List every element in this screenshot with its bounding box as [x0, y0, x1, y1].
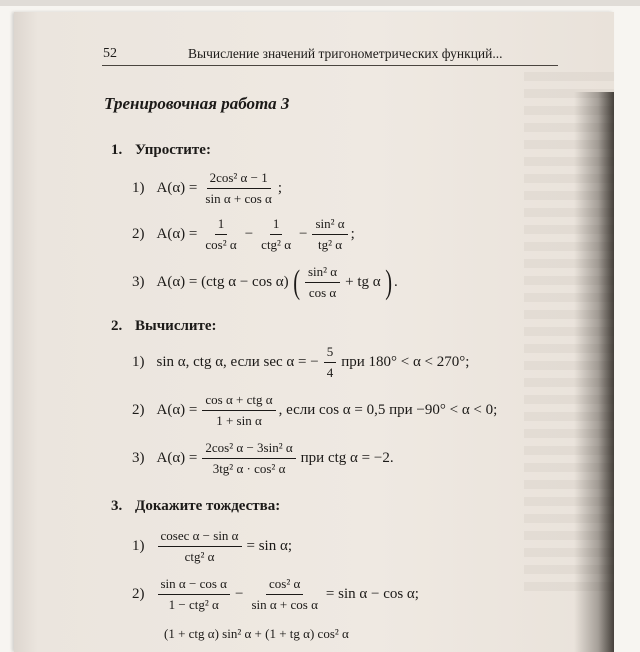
- item-label: 2): [132, 586, 145, 602]
- exercise-1-2: [132, 216, 355, 253]
- exercise-1-1: [132, 170, 282, 207]
- formula-tail: при ctg α = −2.: [300, 450, 394, 466]
- page-title: Тренировочная работа 3: [104, 94, 290, 113]
- denominator: 4: [326, 365, 334, 380]
- denominator: tg² α: [318, 237, 343, 252]
- item-label: 2): [132, 402, 145, 418]
- denominator: cos α: [308, 285, 337, 300]
- section-number: 2.: [111, 318, 123, 334]
- section-number: 1.: [111, 142, 123, 158]
- section-1-heading: [111, 142, 211, 159]
- formula-tail: , если cos α = 0,5 при −90° < α < 0;: [278, 402, 498, 418]
- denominator: 1 + sin α: [216, 413, 262, 428]
- big-paren-open: (: [292, 263, 300, 301]
- fraction: [202, 440, 295, 477]
- formula-partial: (1 + ctg α) sin² α + (1 + tg α) cos² α: [164, 626, 349, 641]
- formula-tail: ;: [350, 226, 355, 242]
- denominator: 1 − ctg² α: [168, 597, 219, 612]
- section-title: Вычислите:: [135, 318, 217, 334]
- operator: −: [299, 226, 308, 242]
- formula-lhs: A(α) =: [156, 226, 198, 242]
- header-rule: [102, 65, 558, 66]
- fraction: [305, 264, 340, 301]
- denominator: cos² α: [205, 237, 237, 252]
- numerator: sin² α: [312, 216, 347, 235]
- item-label: 1): [132, 354, 145, 370]
- formula-lhs: A(α) =: [156, 180, 198, 196]
- section-number: 3.: [111, 498, 123, 514]
- fraction: [158, 528, 242, 565]
- operator: −: [244, 226, 254, 242]
- exercise-3-2: [132, 576, 421, 613]
- formula-lhs: sin α, ctg α, если sec α = −: [156, 354, 319, 370]
- numerator: cos α + ctg α: [202, 392, 275, 411]
- numerator: 2cos² α − 1: [207, 170, 271, 189]
- formula-lhs: A(α) =: [156, 402, 198, 418]
- item-label: 1): [132, 538, 145, 554]
- formula-lhs: A(α) = (ctg α − cos α): [156, 274, 289, 290]
- item-label: 1): [132, 180, 145, 196]
- item-label: 3): [132, 450, 145, 466]
- fraction: [258, 216, 294, 253]
- fraction: [312, 216, 347, 253]
- numerator: cos² α: [266, 576, 303, 595]
- page-fold-shadow: [574, 92, 614, 652]
- denominator: sin α + cos α: [205, 191, 272, 206]
- formula-tail: ;: [277, 180, 283, 196]
- fraction: [158, 576, 230, 613]
- big-paren-close: ): [384, 263, 392, 301]
- section-title: Докажите тождества:: [135, 498, 281, 514]
- section-3-heading: [111, 498, 280, 515]
- page-number: 52: [103, 46, 117, 61]
- operator: −: [234, 586, 244, 602]
- fraction: [202, 392, 275, 429]
- item-label: 3): [132, 274, 145, 290]
- numerator: 1: [215, 216, 228, 235]
- denominator: ctg² α: [261, 237, 292, 252]
- formula-tail: .: [393, 274, 398, 290]
- fraction: [202, 216, 239, 253]
- formula-mid: + tg α: [345, 274, 381, 290]
- exercise-2-1: [132, 344, 471, 381]
- section-title: Упростите:: [135, 142, 211, 158]
- running-head: Вычисление значений тригонометрических функций...: [188, 46, 503, 61]
- exercise-3-1: [132, 528, 294, 565]
- numerator: sin α − cos α: [158, 576, 230, 595]
- denominator: ctg² α: [184, 549, 215, 564]
- fraction: [324, 344, 337, 381]
- denominator: sin α + cos α: [251, 597, 318, 612]
- formula-tail: при 180° < α < 270°;: [341, 354, 470, 370]
- exercise-1-3: [132, 264, 398, 301]
- formula-tail: = sin α;: [246, 538, 292, 554]
- fraction: [202, 170, 274, 207]
- fraction: [248, 576, 320, 613]
- previous-page-strip: [0, 0, 640, 6]
- section-2-heading: [111, 318, 217, 335]
- formula-tail: = sin α − cos α;: [325, 586, 419, 602]
- denominator: 3tg² α · cos² α: [212, 461, 286, 476]
- exercise-2-3: [132, 440, 396, 477]
- numerator: 5: [324, 344, 337, 363]
- item-label: 2): [132, 226, 145, 242]
- numerator: 1: [270, 216, 283, 235]
- numerator: cosec α − sin α: [158, 528, 242, 547]
- numerator: 2cos² α − 3sin² α: [202, 440, 295, 459]
- formula-lhs: A(α) =: [156, 450, 198, 466]
- exercise-2-2: [132, 392, 497, 429]
- numerator: sin² α: [305, 264, 340, 283]
